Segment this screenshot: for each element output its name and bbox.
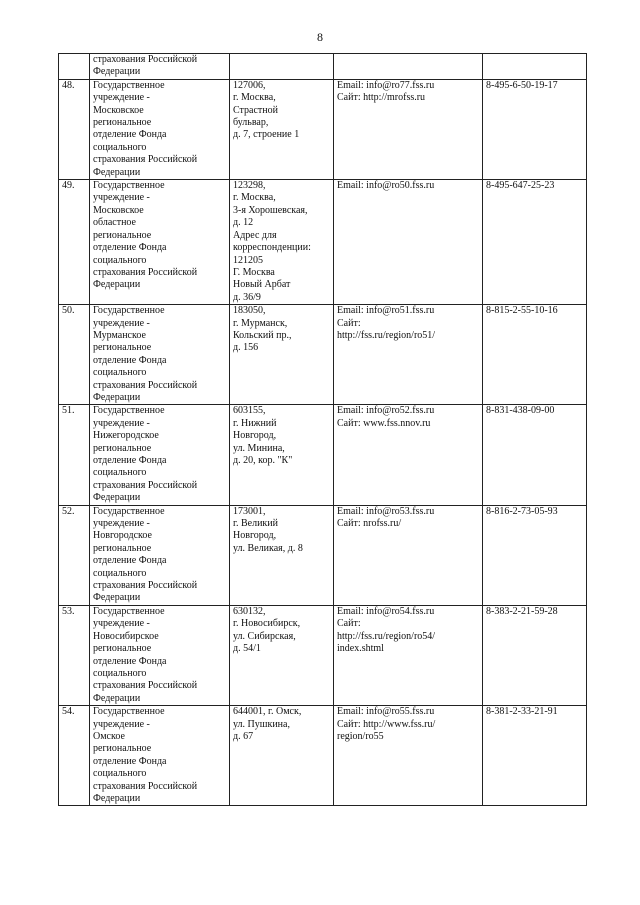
address-line: ул. Пушкина, [233, 718, 290, 730]
address-line: 127006, [233, 79, 266, 91]
row-number: 54. [62, 706, 75, 718]
contact-line: index.shtml [337, 643, 384, 655]
name-line: социального [93, 254, 147, 266]
cell-name [90, 706, 230, 806]
address-line: 603155, [233, 405, 266, 417]
name-line: Московское [93, 104, 144, 116]
table-row [59, 180, 587, 305]
phone-number: 8-831-438-09-00 [486, 405, 555, 417]
cell-phone [483, 180, 587, 305]
phone-number: 8-495-647-25-23 [486, 180, 555, 192]
cell-address [230, 54, 334, 80]
phone-number: 8-816-2-73-05-93 [486, 505, 558, 517]
name-line: социального [93, 467, 147, 479]
cell-number [59, 79, 90, 179]
regional-offices-table [58, 53, 587, 806]
name-line: страхования Российской [93, 54, 198, 65]
address-line: г. Новосибирск, [233, 618, 301, 630]
address-line: 173001, [233, 505, 266, 517]
name-line: страхования Российской [93, 479, 198, 491]
contact-line: Email: info@ro51.fss.ru [337, 305, 435, 317]
cell-address [230, 706, 334, 806]
row-number: 51. [62, 405, 75, 417]
address-line: Новгород, [233, 430, 277, 442]
contact-line: Сайт: [337, 618, 361, 630]
cell-number [59, 180, 90, 305]
name-line: страхования Российской [93, 154, 198, 166]
cell-name [90, 79, 230, 179]
address-line: г. Мурманск, [233, 317, 288, 329]
cell-contact [334, 54, 483, 80]
address-line: Страстной [233, 104, 278, 116]
name-line: учреждение - [93, 618, 150, 630]
address-line: ул. Великая, д. 8 [233, 542, 303, 554]
cell-phone [483, 305, 587, 405]
name-line: Федерации [93, 391, 141, 403]
name-line: областное [93, 217, 136, 229]
name-line: Федерации [93, 66, 141, 78]
name-line: социального [93, 667, 147, 679]
address-line: д. 54/1 [233, 643, 261, 655]
name-line: страхования Российской [93, 680, 198, 692]
name-line: страхования Российской [93, 266, 198, 278]
cell-address [230, 505, 334, 605]
name-line: Государственное [93, 180, 165, 192]
cell-address [230, 305, 334, 405]
name-line: Федерации [93, 692, 141, 704]
contact-line: Email: info@ro52.fss.ru [337, 405, 435, 417]
name-line: отделение Фонда [93, 354, 167, 366]
address-line: Адрес для [233, 229, 277, 241]
name-line: отделение Фонда [93, 555, 167, 567]
address-line: д. 67 [233, 730, 254, 742]
cell-phone [483, 706, 587, 806]
cell-phone [483, 505, 587, 605]
address-line: бульвар, [233, 117, 269, 129]
name-line: Государственное [93, 305, 165, 317]
name-line: региональное [93, 743, 152, 755]
cell-phone [483, 54, 587, 80]
name-line: учреждение - [93, 92, 150, 104]
name-line: Омское [93, 730, 125, 742]
cell-phone [483, 79, 587, 179]
row-number: 48. [62, 79, 75, 91]
contact-line: Сайт: www.fss.nnov.ru [337, 417, 431, 429]
cell-address [230, 79, 334, 179]
address-line: г. Москва, [233, 92, 276, 104]
contact-line: http://fss.ru/region/ro51/ [337, 329, 436, 341]
name-line: отделение Фонда [93, 129, 167, 141]
contact-line: Сайт: http://www.fss.ru/ [337, 718, 436, 730]
cell-contact [334, 605, 483, 705]
cell-contact [334, 706, 483, 806]
cell-name [90, 405, 230, 505]
address-line: Новый Арбат [233, 279, 291, 291]
name-line: Государственное [93, 605, 165, 617]
contact-line: http://fss.ru/region/ro54/ [337, 630, 436, 642]
phone-number: 8-381-2-33-21-91 [486, 706, 558, 718]
name-line: социального [93, 768, 147, 780]
name-line: социального [93, 567, 147, 579]
cell-contact [334, 505, 483, 605]
address-line: 644001, г. Омск, [233, 706, 302, 718]
address-line: д. 7, строение 1 [233, 129, 300, 141]
name-line: региональное [93, 229, 152, 241]
cell-number [59, 505, 90, 605]
address-line: Г. Москва [233, 266, 275, 278]
name-line: Федерации [93, 279, 141, 291]
cell-phone [483, 605, 587, 705]
name-line: Нижегородское [93, 430, 159, 442]
name-line: учреждение - [93, 317, 150, 329]
name-line: Московское [93, 204, 144, 216]
table-body [59, 54, 587, 806]
address-line: г. Нижний [233, 417, 277, 429]
name-line: Мурманское [93, 329, 146, 341]
name-line: региональное [93, 442, 152, 454]
name-line: учреждение - [93, 192, 150, 204]
contact-line: Сайт: http://mrofss.ru [337, 92, 426, 104]
name-line: региональное [93, 542, 152, 554]
phone-number: 8-383-2-21-59-28 [486, 605, 558, 617]
table-row [59, 79, 587, 179]
cell-number [59, 706, 90, 806]
name-line: учреждение - [93, 518, 150, 530]
address-line: корреспонденции: [233, 242, 311, 254]
cell-number [59, 305, 90, 405]
name-line: отделение Фонда [93, 242, 167, 254]
contact-line: Сайт: [337, 317, 361, 329]
name-line: Государственное [93, 505, 165, 517]
name-line: страхования Российской [93, 780, 198, 792]
table-row-continuation [59, 54, 587, 80]
name-line: Государственное [93, 405, 165, 417]
address-line: 121205 [233, 254, 263, 266]
contact-line: Email: info@ro50.fss.ru [337, 180, 435, 192]
address-line: ул. Минина, [233, 442, 285, 454]
cell-name [90, 180, 230, 305]
contact-line: Сайт: nrofss.ru/ [337, 518, 402, 530]
address-line: ул. Сибирская, [233, 630, 296, 642]
address-line: г. Москва, [233, 192, 276, 204]
cell-name [90, 305, 230, 405]
name-line: страхования Российской [93, 379, 198, 391]
row-number: 50. [62, 305, 75, 317]
table-row [59, 706, 587, 806]
name-line: социального [93, 367, 147, 379]
name-line: Федерации [93, 592, 141, 604]
name-line: Федерации [93, 792, 141, 804]
page-number: 8 [317, 30, 323, 44]
address-line: д. 36/9 [233, 291, 261, 303]
address-line: г. Великий [233, 518, 278, 530]
contact-line: Email: info@ro53.fss.ru [337, 505, 435, 517]
contact-line: Email: info@ro77.fss.ru [337, 79, 435, 91]
name-line: учреждение - [93, 417, 150, 429]
cell-address [230, 605, 334, 705]
cell-phone [483, 405, 587, 505]
name-line: Федерации [93, 166, 141, 178]
name-line: отделение Фонда [93, 455, 167, 466]
name-line: Государственное [93, 79, 165, 91]
cell-address [230, 180, 334, 305]
name-line: отделение Фонда [93, 655, 167, 667]
name-line: страхования Российской [93, 580, 198, 592]
name-line: региональное [93, 342, 152, 354]
cell-number [59, 405, 90, 505]
name-line: региональное [93, 643, 152, 655]
address-line: 3-я Хорошевская, [233, 204, 308, 216]
cell-address [230, 405, 334, 505]
name-line: Федерации [93, 492, 141, 504]
address-line: 630132, [233, 605, 266, 617]
name-line: социального [93, 141, 147, 153]
address-line: д. 12 [233, 217, 254, 229]
table-row [59, 305, 587, 405]
address-line: 183050, [233, 305, 266, 317]
phone-number: 8-815-2-55-10-16 [486, 305, 558, 317]
table-row [59, 405, 587, 505]
cell-contact [334, 180, 483, 305]
cell-contact [334, 79, 483, 179]
cell-number [59, 54, 90, 80]
address-line: Кольский пр., [233, 329, 292, 341]
address-line: д. 156 [233, 342, 259, 354]
cell-name [90, 505, 230, 605]
address-line: Новгород, [233, 530, 277, 542]
row-number: 53. [62, 605, 75, 617]
cell-name [90, 54, 230, 80]
address-line: д. 20, кор. "К" [233, 455, 293, 466]
contact-line: Email: info@ro55.fss.ru [337, 706, 435, 718]
name-line: Государственное [93, 706, 165, 718]
name-line: региональное [93, 117, 152, 129]
row-number: 49. [62, 180, 75, 192]
name-line: Новосибирское [93, 630, 159, 642]
name-line: учреждение - [93, 718, 150, 730]
contact-line: region/ro55 [337, 730, 384, 742]
address-line: 123298, [233, 180, 266, 192]
cell-contact [334, 405, 483, 505]
table-row [59, 505, 587, 605]
cell-name [90, 605, 230, 705]
contact-line: Email: info@ro54.fss.ru [337, 605, 435, 617]
row-number: 52. [62, 505, 75, 517]
name-line: отделение Фонда [93, 755, 167, 767]
phone-number: 8-495-6-50-19-17 [486, 79, 558, 91]
name-line: Новгородское [93, 530, 152, 542]
cell-contact [334, 305, 483, 405]
cell-number [59, 605, 90, 705]
table-row [59, 605, 587, 705]
